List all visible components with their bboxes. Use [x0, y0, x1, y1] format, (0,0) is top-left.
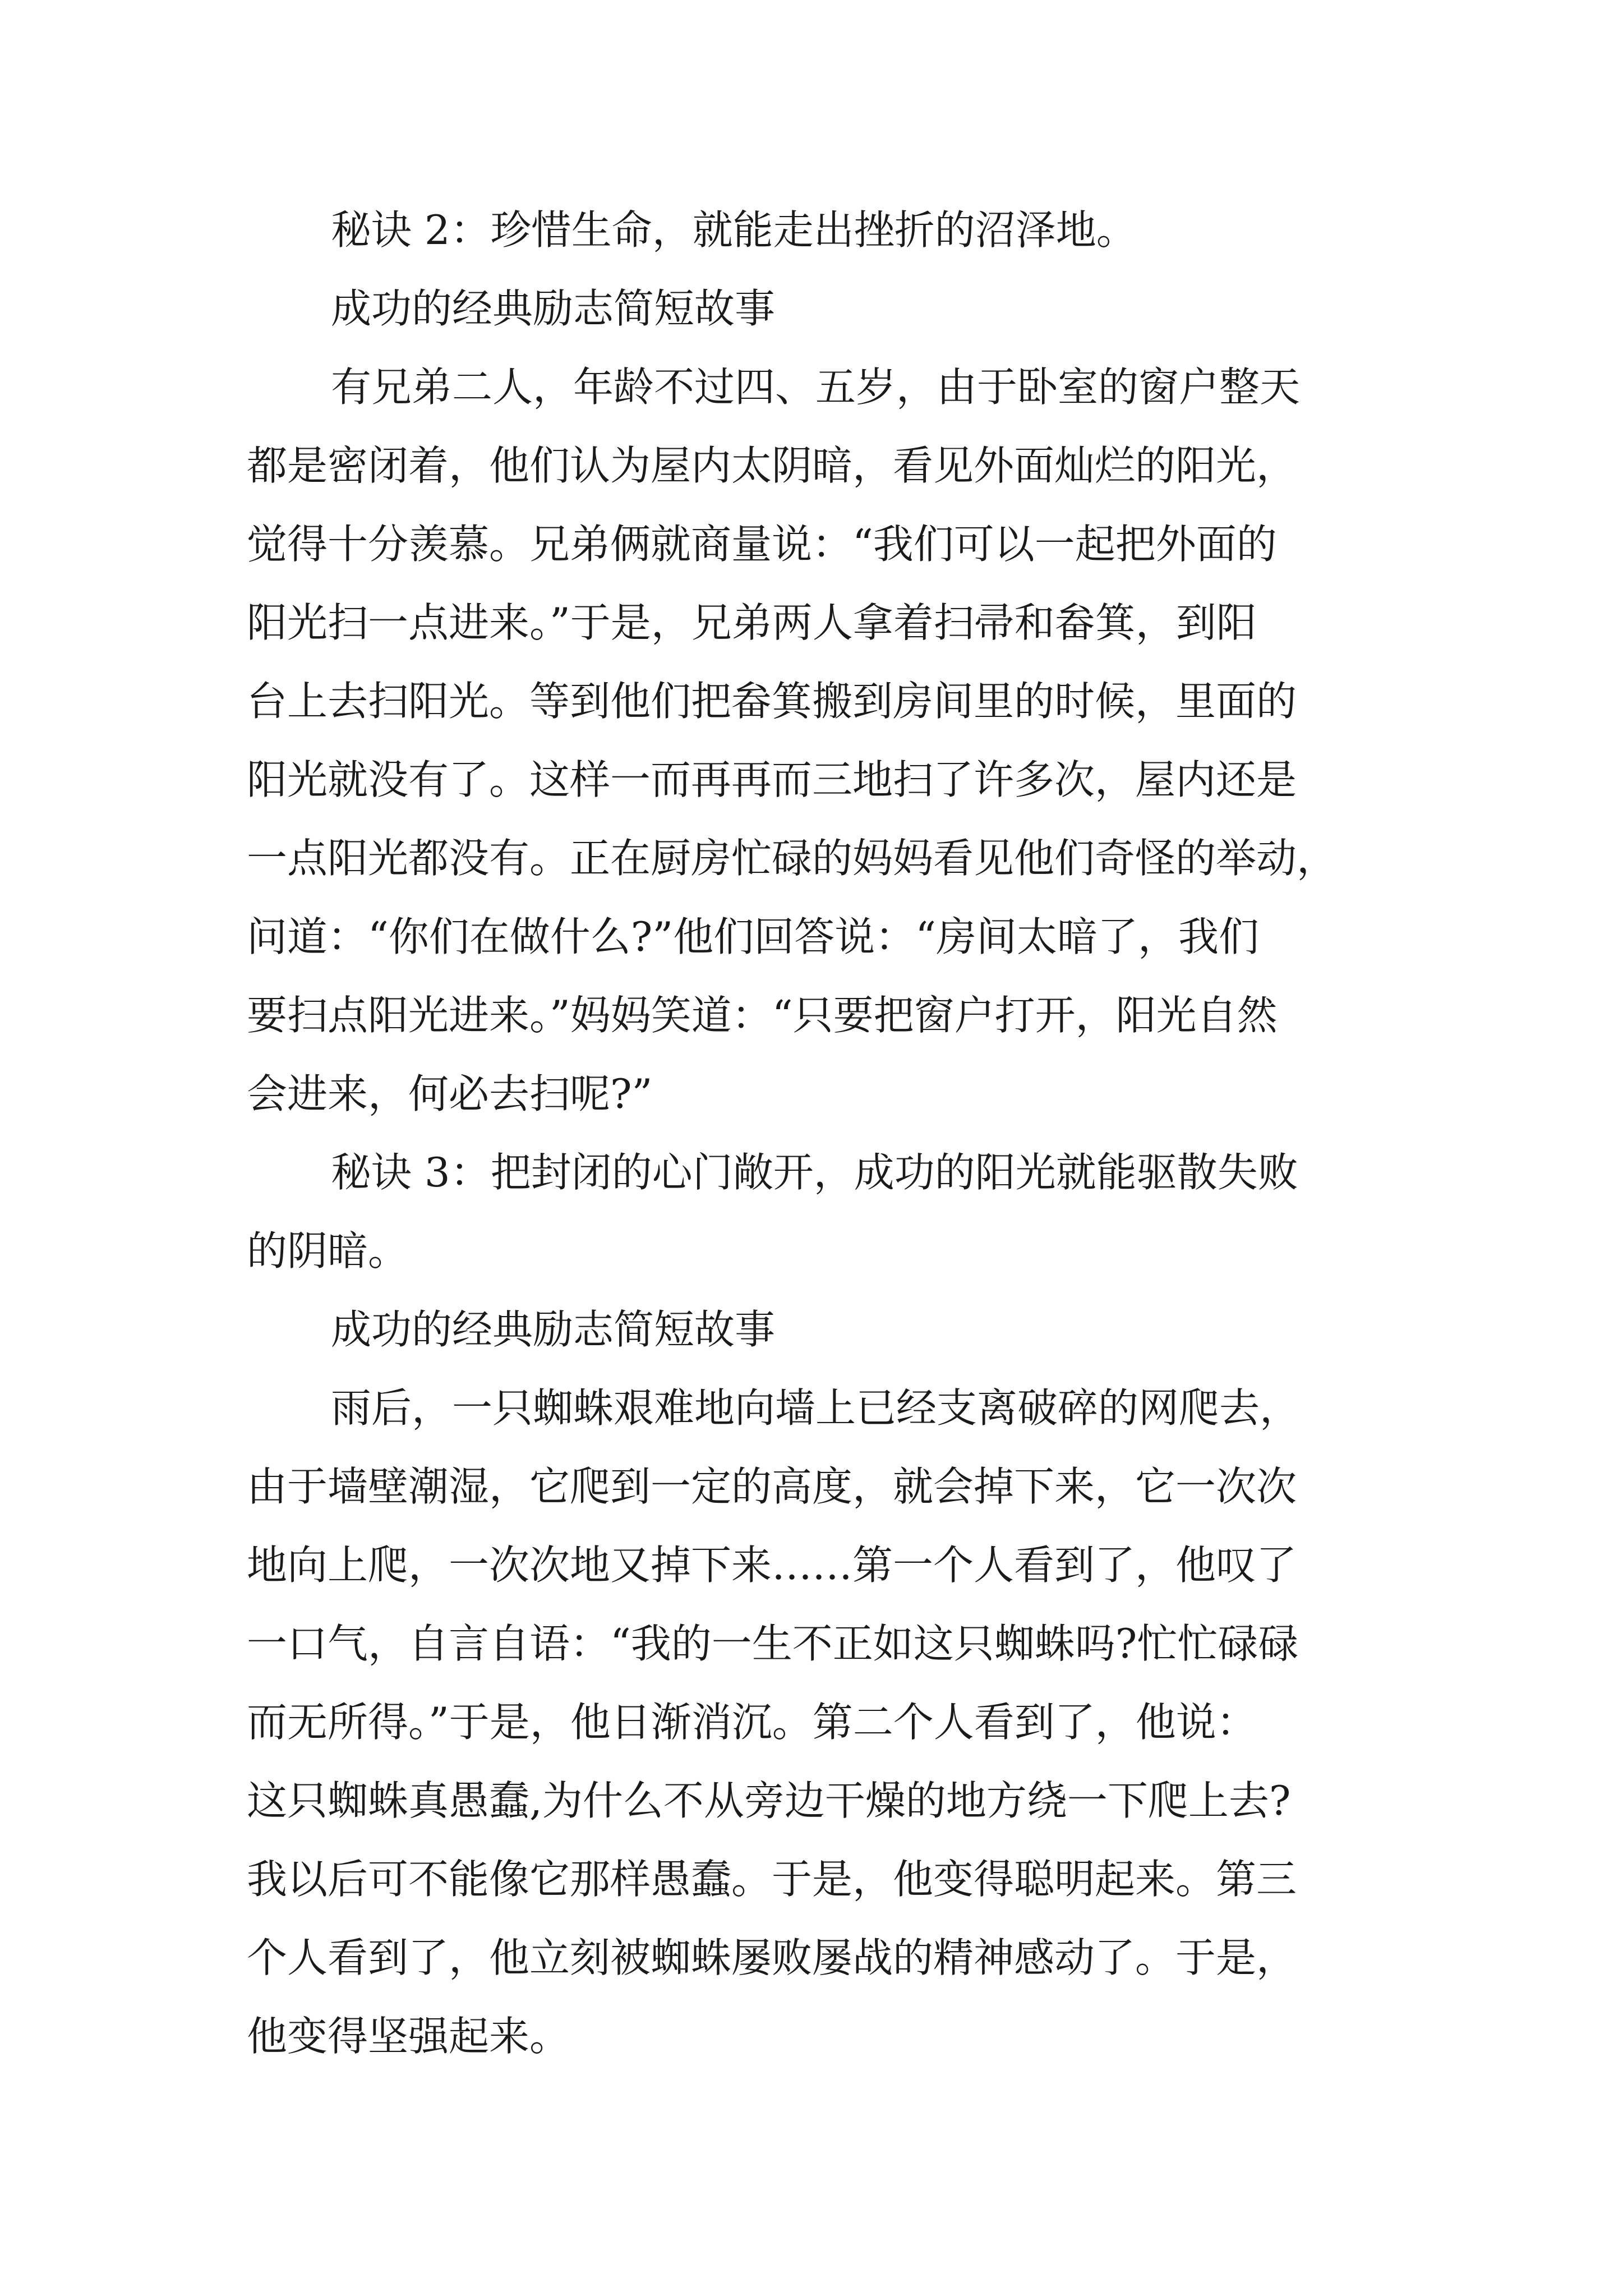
paragraph-line: 的阴暗。 [247, 1227, 409, 1274]
paragraph-line: 雨后，一只蜘蛛艰难地向墙上已经支离破碎的网爬去， [331, 1384, 1301, 1432]
paragraph-line: 阳光就没有了。这样一而再再而三地扫了许多次，屋内还是 [247, 756, 1297, 803]
paragraph-line: 个人看到了，他立刻被蜘蛛屡败屡战的精神感动了。于是， [247, 1934, 1297, 1981]
paragraph-line: 他变得坚强起来。 [247, 2013, 570, 2060]
paragraph-line: 会进来，何必去扫呢?” [247, 1070, 653, 1117]
paragraph-line: 阳光扫一点进来。”于是，兄弟两人拿着扫帚和畚箕，到阳 [247, 599, 1257, 646]
paragraph-line: 觉得十分羡慕。兄弟俩就商量说：“我们可以一起把外面的 [247, 521, 1277, 568]
paragraph-line: 要扫点阳光进来。”妈妈笑道：“只要把窗户打开，阳光自然 [247, 992, 1278, 1039]
paragraph-line: 我以后可不能像它那样愚蠢。于是，他变得聪明起来。第三 [247, 1856, 1297, 1903]
section-heading: 成功的经典励志简短故事 [331, 1306, 776, 1353]
paragraph-line: 秘诀 2：珍惜生命，就能走出挫折的沼泽地。 [331, 206, 1137, 254]
paragraph-line: 台上去扫阳光。等到他们把畚箕搬到房间里的时候，里面的 [247, 678, 1297, 725]
paragraph-line: 有兄弟二人，年龄不过四、五岁，由于卧室的窗户整天 [331, 364, 1301, 411]
paragraph-line: 一口气，自言自语：“我的一生不正如这只蜘蛛吗?忙忙碌碌 [247, 1620, 1299, 1667]
paragraph-line: 而无所得。”于是，他日渐消沉。第二个人看到了，他说： [247, 1699, 1257, 1746]
paragraph-line: 问道：“你们在做什么?”他们回答说：“房间太暗了，我们 [247, 913, 1260, 960]
document-body [247, 191, 1385, 2076]
paragraph-line: 秘诀 3：把封闭的心门敞开，成功的阳光就能驱散失败 [331, 1149, 1298, 1196]
paragraph-line: 这只蜘蛛真愚蠢,为什么不从旁边干燥的地方绕一下爬上去? [247, 1777, 1291, 1824]
paragraph-line: 都是密闭着，他们认为屋内太阴暗，看见外面灿烂的阳光， [247, 442, 1297, 489]
paragraph-line: 一点阳光都没有。正在厨房忙碌的妈妈看见他们奇怪的举动， [247, 835, 1338, 882]
section-heading: 成功的经典励志简短故事 [331, 285, 776, 332]
paragraph-line: 由于墙壁潮湿，它爬到一定的高度，就会掉下来，它一次次 [247, 1463, 1297, 1510]
paragraph-line: 地向上爬，一次次地又掉下来……第一个人看到了，他叹了 [247, 1542, 1297, 1589]
